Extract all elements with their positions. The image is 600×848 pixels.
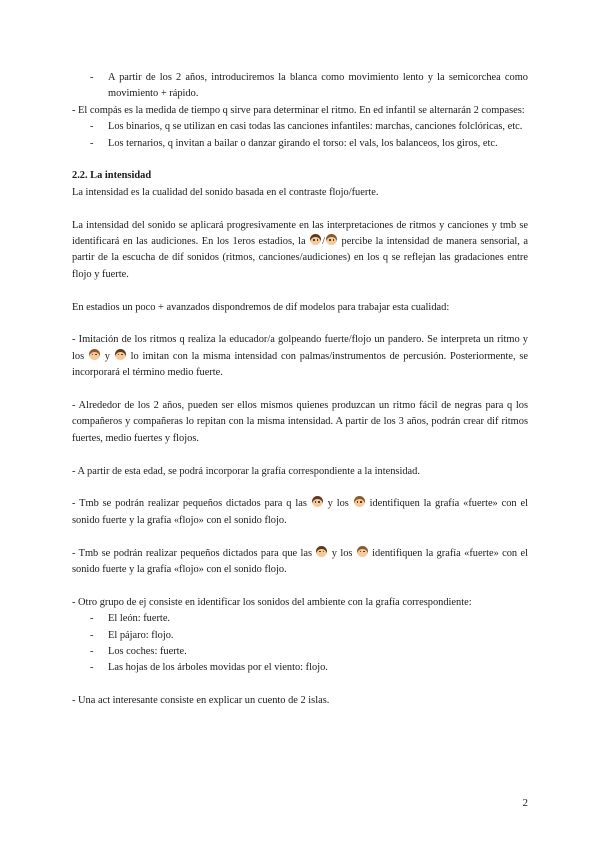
ambient-list	[72, 611, 528, 677]
paragraph-dictados-1: - Tmb se podrán realizar pequeños dictados para q las y los identifiquen la grafía «fuerte» con el sonido fuerte y la grafía «flojo» con el sonido flojo.	[72, 498, 529, 526]
paragraph-grafia: - A partir de esta edad, se podrá incorporar la grafía correspondiente a la intensidad.	[72, 465, 420, 477]
paragraph-dictados-2: - Tmb se podrán realizar pequeños dictados para que las y los identifiquen la grafía «fuerte» con el sonido fuerte y la grafía «flojo» con el sonido flojo.	[72, 547, 528, 576]
paragraph-imitation: - Imitación de los ritmos q realiza la educador/a golpeando fuerte/flojo un pandero. Se interpreta un ritmo y los y lo imitan con la misma intensidad con palmas/instrumentos de percusión. Posteriormente, se incorporará el término medio fuerte.	[72, 334, 529, 379]
list-item: - Los binarios, q se utilizan en casi todas las canciones infantiles: marchas, canciones folclóricas, etc.	[90, 121, 523, 133]
compas-list	[72, 119, 528, 152]
list-item: - Los coches: fuerte.	[90, 646, 187, 658]
boy-emoji-icon	[326, 234, 337, 245]
girl-emoji-icon	[310, 234, 321, 245]
boy-emoji-icon	[357, 546, 368, 557]
compas-paragraph: - El compás es la medida de tiempo q sirve para determinar el ritmo. En ed infantil se alternarán 2 compases:	[72, 104, 525, 116]
list-item: - A partir de los 2 años, introduciremos la blanca como movimiento lento y la semicorchea como movimiento + rápido.	[90, 72, 528, 100]
page-number: 2	[522, 797, 528, 809]
section-heading: 2.2. La intensidad	[72, 170, 152, 182]
list-item: - Las hojas de los árboles movidas por el viento: flojo.	[90, 662, 328, 674]
list-item: - El pájaro: flojo.	[90, 629, 174, 641]
paragraph-models: En estadios un poco + avanzados dispondremos de dif modelos para trabajar esta cualidad:	[72, 301, 450, 313]
paragraph-intensity-intro: La intensidad del sonido se aplicará progresivamente en las interpretaciones de ritmos y canciones y tmb se identificará en las audiciones. En los 1eros estadios, la / percibe la intensidad de manera sensorial, a partir de la escucha de dif sonidos (ritmos, canciones/audiciones) en los q se reflejan las gradaciones entre flojo y fuerte.	[72, 219, 528, 280]
section-definition: La intensidad es la cualidad del sonido basada en el contraste flojo/fuerte.	[72, 186, 379, 198]
list-item: - Los ternarios, q invitan a bailar o danzar girando el torso: el vals, los balanceos, los giros, etc.	[90, 137, 498, 149]
paragraph-story: - Una act interesante consiste en explicar un cuento de 2 islas.	[72, 695, 330, 707]
girl-emoji-icon	[115, 349, 126, 360]
document-body	[72, 70, 528, 710]
paragraph-two-years: - Alrededor de los 2 años, pueden ser ellos mismos quienes produzcan un ritmo fácil de negras para q los compañeros y compañeras lo repitan con la misma intensidad. A partir de los 3 años, podrán crear dif ritmos fuertes, medio fuertes y flojos.	[72, 400, 528, 444]
boy-emoji-icon	[89, 349, 100, 360]
girl-emoji-icon	[312, 496, 323, 507]
paragraph-ambient: - Otro grupo de ej consiste en identificar los sonidos del ambiente con la grafía correspondiente:	[72, 596, 472, 608]
girl-emoji-icon	[316, 546, 327, 557]
list-item: - El león: fuerte.	[90, 613, 171, 625]
top-list	[72, 70, 528, 103]
boy-emoji-icon	[354, 496, 365, 507]
